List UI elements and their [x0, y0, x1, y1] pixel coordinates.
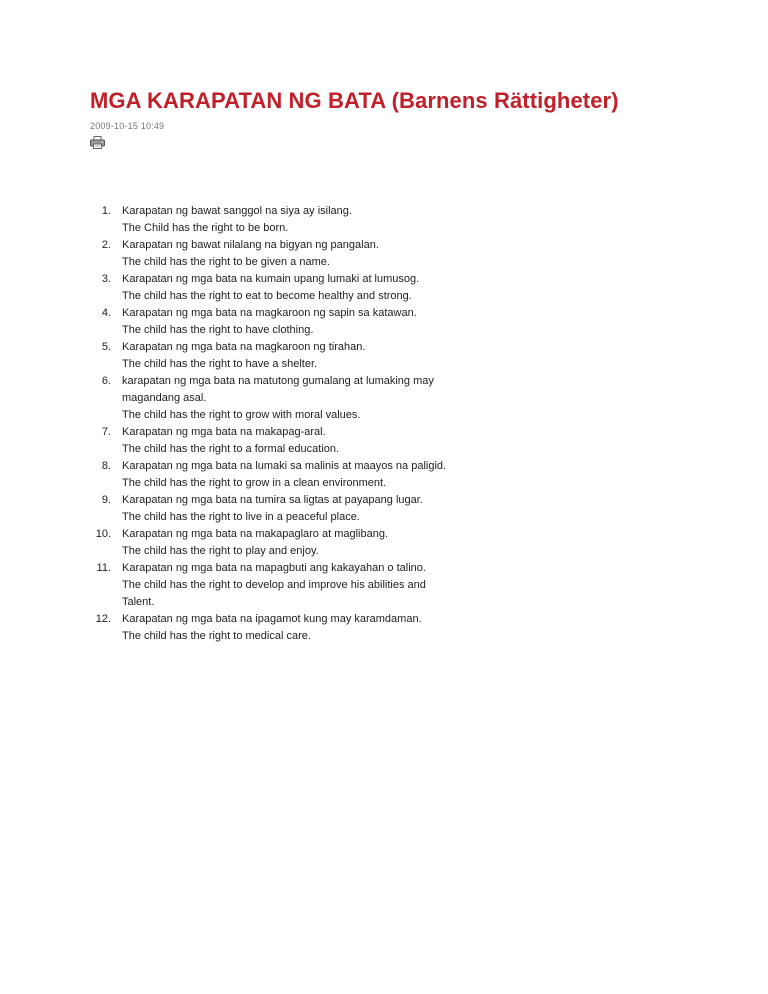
page-title: MGA KARAPATAN NG BATA (Barnens Rättigheter) — [90, 88, 619, 113]
list-item-number: 12. — [95, 613, 111, 625]
list-item — [89, 492, 649, 526]
list-item-line: Karapatan ng mga bata na ipagamot kung may karamdaman. — [122, 613, 422, 625]
list-item-line: Karapatan ng mga bata na kumain upang lumaki at lumusog. — [122, 273, 420, 285]
printer-icon[interactable] — [90, 136, 105, 149]
list-item — [89, 305, 649, 339]
list-item-number: 10. — [95, 528, 111, 540]
list-item-line: Karapatan ng mga bata na lumaki sa malinis at maayos na paligid. — [122, 460, 447, 472]
list-item — [89, 526, 649, 560]
list-item-line: Karapatan ng mga bata na makapag-aral. — [122, 426, 326, 438]
list-item — [89, 237, 649, 271]
list-item — [89, 203, 649, 237]
list-item — [89, 611, 649, 645]
list-item-line: Karapatan ng mga bata na tumira sa ligtas at payapang lugar. — [122, 494, 423, 506]
list-item-number: 11. — [96, 562, 111, 574]
list-item-number: 5. — [101, 341, 111, 353]
list-item — [89, 271, 649, 305]
list-item — [89, 458, 649, 492]
post-date: 2009-10-15 10:49 — [90, 121, 165, 131]
list-item-line: Karapatan ng mga bata na magkaroon ng tirahan. — [122, 341, 366, 353]
list-item-line: Karapatan ng mga bata na makapaglaro at maglibang. — [122, 528, 389, 540]
list-item-line: karapatan ng mga bata na matutong gumalang at lumaking may — [122, 375, 434, 387]
list-item-line: The child has the right to play and enjoy. — [122, 545, 319, 557]
list-item-line: Talent. — [122, 596, 155, 608]
list-item-line: The child has the right to a formal education. — [122, 443, 340, 455]
list-item-number: 3. — [101, 273, 111, 285]
list-item-line: The child has the right to have clothing. — [122, 324, 314, 336]
list-item-line: The child has the right to have a shelter. — [122, 358, 318, 370]
printer-icon-graphic — [90, 136, 105, 149]
list-item-number: 9. — [101, 494, 111, 506]
list-item-line: The child has the right to live in a peaceful place. — [122, 511, 360, 523]
list-item-line: Karapatan ng bawat sanggol na siya ay isilang. — [122, 205, 352, 217]
list-item-line: magandang asal. — [122, 392, 207, 404]
list-item-number: 2. — [101, 239, 111, 251]
list-item-line: The child has the right to grow with moral values. — [122, 409, 361, 421]
list-item-line: The child has the right to grow in a clean environment. — [122, 477, 387, 489]
list-item-line: Karapatan ng mga bata na magkaroon ng sapin sa katawan. — [122, 307, 417, 319]
list-item — [89, 373, 649, 424]
list-item-line: The child has the right to be given a name. — [122, 256, 330, 268]
list-item-line: The child has the right to medical care. — [122, 630, 311, 642]
list-item — [89, 424, 649, 458]
list-item-line: Karapatan ng mga bata na mapagbuti ang kakayahan o talino. — [122, 562, 426, 574]
list-item-number: 4. — [101, 307, 111, 319]
list-item-line: The child has the right to develop and improve his abilities and — [122, 579, 426, 591]
list-item-number: 6. — [101, 375, 111, 387]
list-item-number: 8. — [101, 460, 111, 472]
list-item — [89, 560, 649, 611]
list-item-line: The child has the right to eat to become healthy and strong. — [122, 290, 412, 302]
list-item-number: 7. — [101, 426, 111, 438]
list-item-line: The Child has the right to be born. — [122, 222, 289, 234]
rights-list — [89, 203, 649, 645]
list-item-line: Karapatan ng bawat nilalang na bigyan ng pangalan. — [122, 239, 379, 251]
list-item — [89, 339, 649, 373]
list-item-number: 1. — [101, 205, 111, 217]
